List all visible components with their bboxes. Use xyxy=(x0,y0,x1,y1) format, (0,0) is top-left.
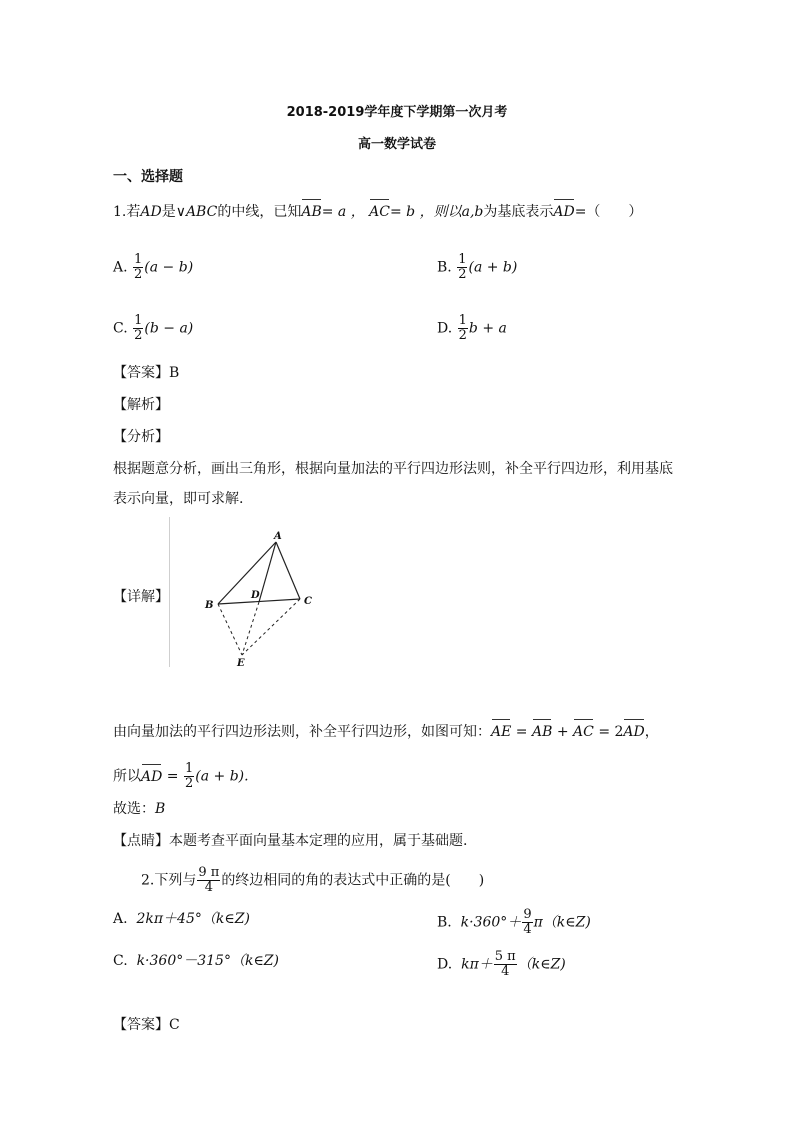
q1-analysis-heading: 【解析】 xyxy=(113,397,169,413)
question-2-stem: 2.下列与 $\frac{9 \pi}{4}$ 的终边相同的角的表达式中正确的是( ) xyxy=(141,865,485,895)
parallelogram-figure xyxy=(190,528,330,673)
q2-option-a: A. 2kπ＋45°（k∈Z) xyxy=(113,911,250,927)
vertex-label-b: B xyxy=(205,600,214,611)
figure-divider xyxy=(169,517,170,667)
q1-option-d: D. $\frac{1}{2}$ b + a xyxy=(437,313,507,343)
q1-detail-heading: 【详解】 xyxy=(113,589,169,605)
q1-fenxi-heading: 【分析】 xyxy=(113,429,169,445)
question-1-stem: 1.若AD是∨ABC的中线，已知AB= a ， AC= b ，则以a,b为基底表示AD=（ ） xyxy=(113,204,643,220)
q1-detail-line-1: 由向量加法的平行四边形法则，补全平行四边形，如图可知：AE = AB + AC = 2AD， xyxy=(113,724,659,740)
document-subtitle: 高一数学试卷 xyxy=(357,137,436,152)
document-title: 2018-2019学年度下学期第一次月考 xyxy=(286,105,508,120)
q1-fenxi-line-1: 根据题意分析，画出三角形，根据向量加法的平行四边形法则，补全平行四边形，利用基底 xyxy=(113,461,673,477)
q1-detail-line-2: 所以AD = $\frac{1}{2}$ (a + b). xyxy=(113,761,249,791)
q1-comment: 【点睛】本题考查平面向量基本定理的应用，属于基础题. xyxy=(113,833,468,849)
section-heading: 一、选择题 xyxy=(113,169,183,185)
vertex-label-e: E xyxy=(237,658,245,669)
q2-answer: 【答案】C xyxy=(113,1017,180,1033)
q2-option-d: D. kπ＋ $\frac{5 \pi}{4}$ （k∈Z) xyxy=(437,949,566,979)
q1-option-c: C. $\frac{1}{2}$ (b − a) xyxy=(113,313,194,343)
q1-option-b: B. $\frac{1}{2}$ (a + b) xyxy=(437,252,518,282)
vertex-label-c: C xyxy=(304,596,312,607)
edge-AC xyxy=(276,542,300,599)
q2-option-c: C. k·360°－315°（k∈Z) xyxy=(113,953,279,969)
q1-fenxi-line-2: 表示向量，即可求解. xyxy=(113,491,244,507)
q1-option-a: A. $\frac{1}{2}$ (a − b) xyxy=(113,252,194,282)
q2-option-b: B. k·360°＋ $\frac{9}{4}$ π（k∈Z) xyxy=(437,907,591,937)
vertex-label-d: D xyxy=(251,590,260,601)
vertex-label-a: A xyxy=(274,531,282,542)
q1-answer: 【答案】B xyxy=(113,365,180,381)
edge-BE xyxy=(218,604,242,655)
q1-choose: 故选：B xyxy=(113,801,166,817)
